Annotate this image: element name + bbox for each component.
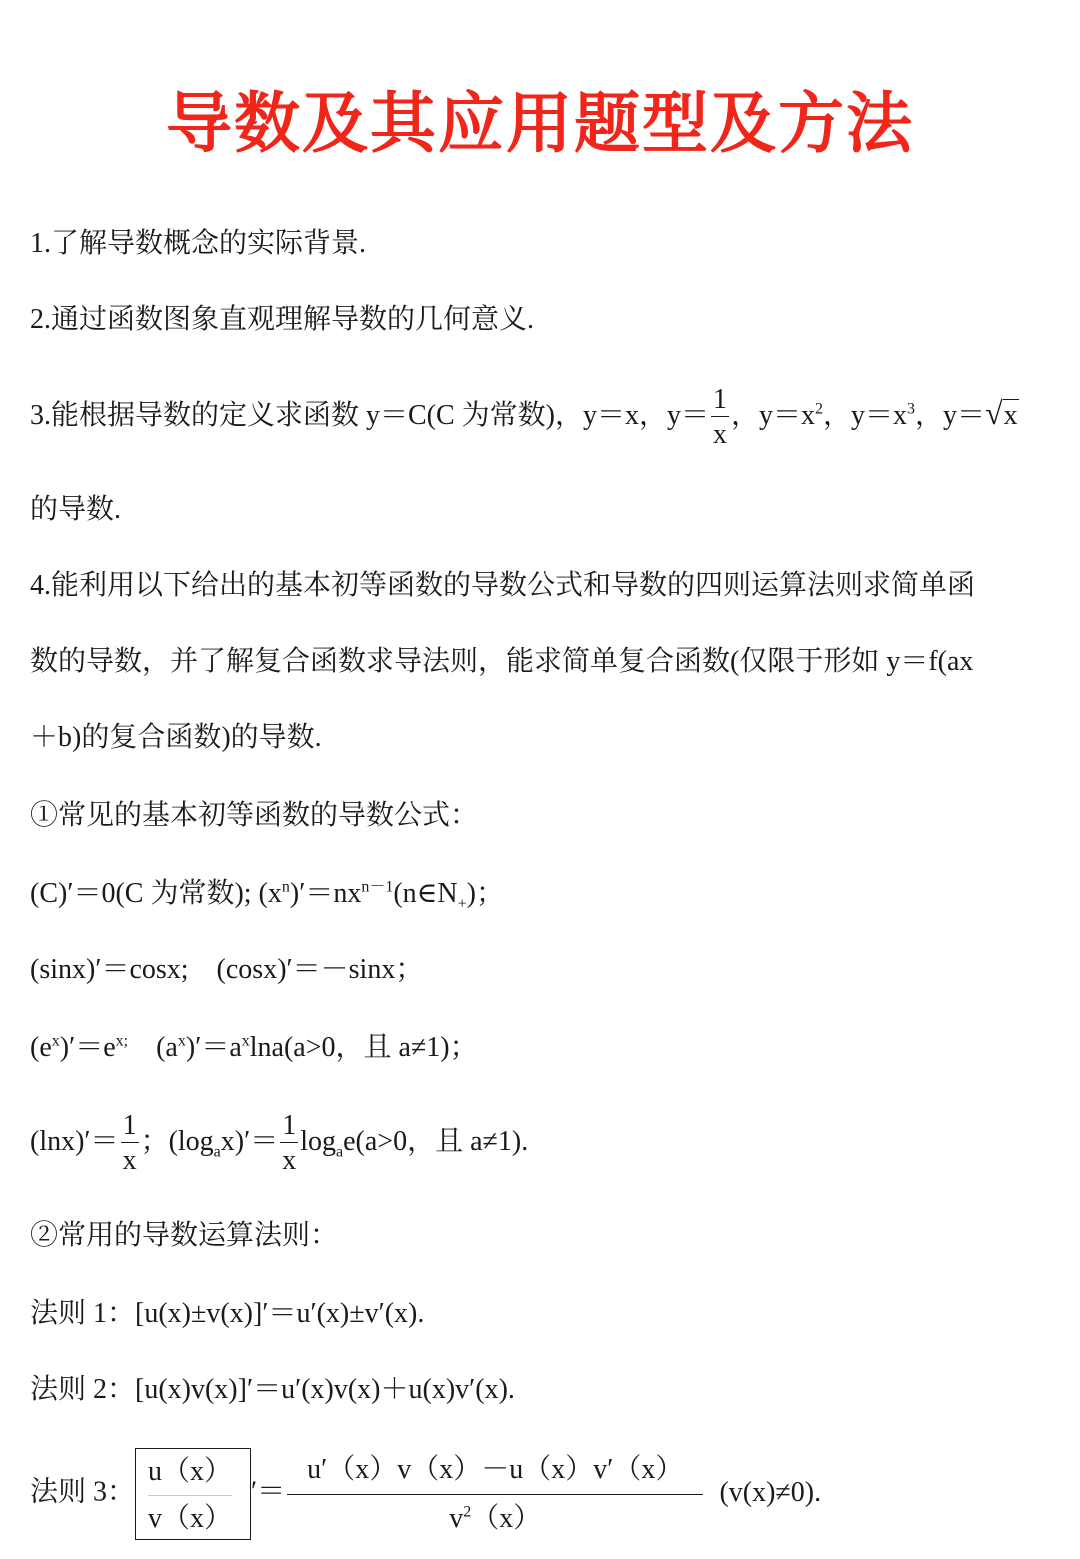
- fraction: $\frac{1}{x}$: [713, 384, 728, 450]
- quotient-bracket: $\frac{u(x)}{v(x)}$: [135, 1448, 251, 1540]
- item-4-line-1: 4.能利用以下给出的基本初等函数的导数公式和导数的四则运算法则求简单函: [30, 570, 976, 601]
- item-2: 2.通过函数图象直观理解导数的几何意义.: [30, 304, 535, 335]
- sqrt-symbol: √: [985, 394, 1003, 431]
- section-2-heading: ②常用的导数运算法则：: [30, 1220, 339, 1251]
- item-3: 3.能根据导数的定义求函数 y＝C(C 为常数)，y＝x，y＝ $\frac{1}{x}$ ，$y=x^2$，$y=x^3$，y＝√x: [30, 384, 1018, 450]
- rule-1: 法则 1：[u(x)±v(x)]′＝u′(x)±v′(x).: [30, 1298, 425, 1329]
- formula-trig: (sinx)′＝cosx; (cosx)′＝－sinx；: [30, 954, 424, 985]
- formula-log: (lnx)′＝ $\frac{1}{x}$ ；$(\log_ax)'=$ $\frac{1}{x}$ $\log_ae(a>0$，且 a≠1).: [30, 1110, 529, 1176]
- fraction: $\frac{1}{x}$: [282, 1110, 297, 1176]
- rule-3: 法则 3： $\frac{u(x)}{v(x)}$ ′＝ $\frac{u'(x)v(x)-u(x)v'(x)}{v^2(x)}$ (v(x)≠0).: [30, 1448, 821, 1540]
- fraction: $\frac{1}{x}$: [122, 1110, 137, 1176]
- quotient-fraction: $\frac{u'(x)v(x)-u(x)v'(x)}{v^2(x)}$: [287, 1456, 703, 1533]
- item-3-end: 的导数.: [30, 494, 122, 525]
- item-4-line-3: ＋b)的复合函数)的导数.: [30, 722, 322, 753]
- formula-exp: $(e^x)'=e^{x;}$ $(a^x)'=a^x\ln a(a>0$，且 a≠1)；: [30, 1032, 478, 1063]
- rule-2: 法则 2：[u(x)v(x)]′＝u′(x)v(x)＋u(x)v′(x).: [30, 1374, 515, 1405]
- section-1-heading: ①常见的基本初等函数的导数公式：: [30, 800, 479, 831]
- rule-3-label: 法则 3：: [30, 1476, 136, 1508]
- page-title: 导数及其应用题型及方法: [166, 85, 914, 162]
- formula-power: (C)′＝0(C 为常数); $(x^n)'=nx^{n-1}(n\in N_+)$；: [30, 878, 504, 913]
- item-3-text: 3.能根据导数的定义求函数 y＝C(C 为常数)，y＝x，y＝: [30, 399, 710, 431]
- item-4-line-2: 数的导数，并了解复合函数求导法则，能求简单复合函数(仅限于形如 y＝f(ax: [30, 646, 974, 677]
- item-1: 1.了解导数概念的实际背景.: [30, 228, 367, 259]
